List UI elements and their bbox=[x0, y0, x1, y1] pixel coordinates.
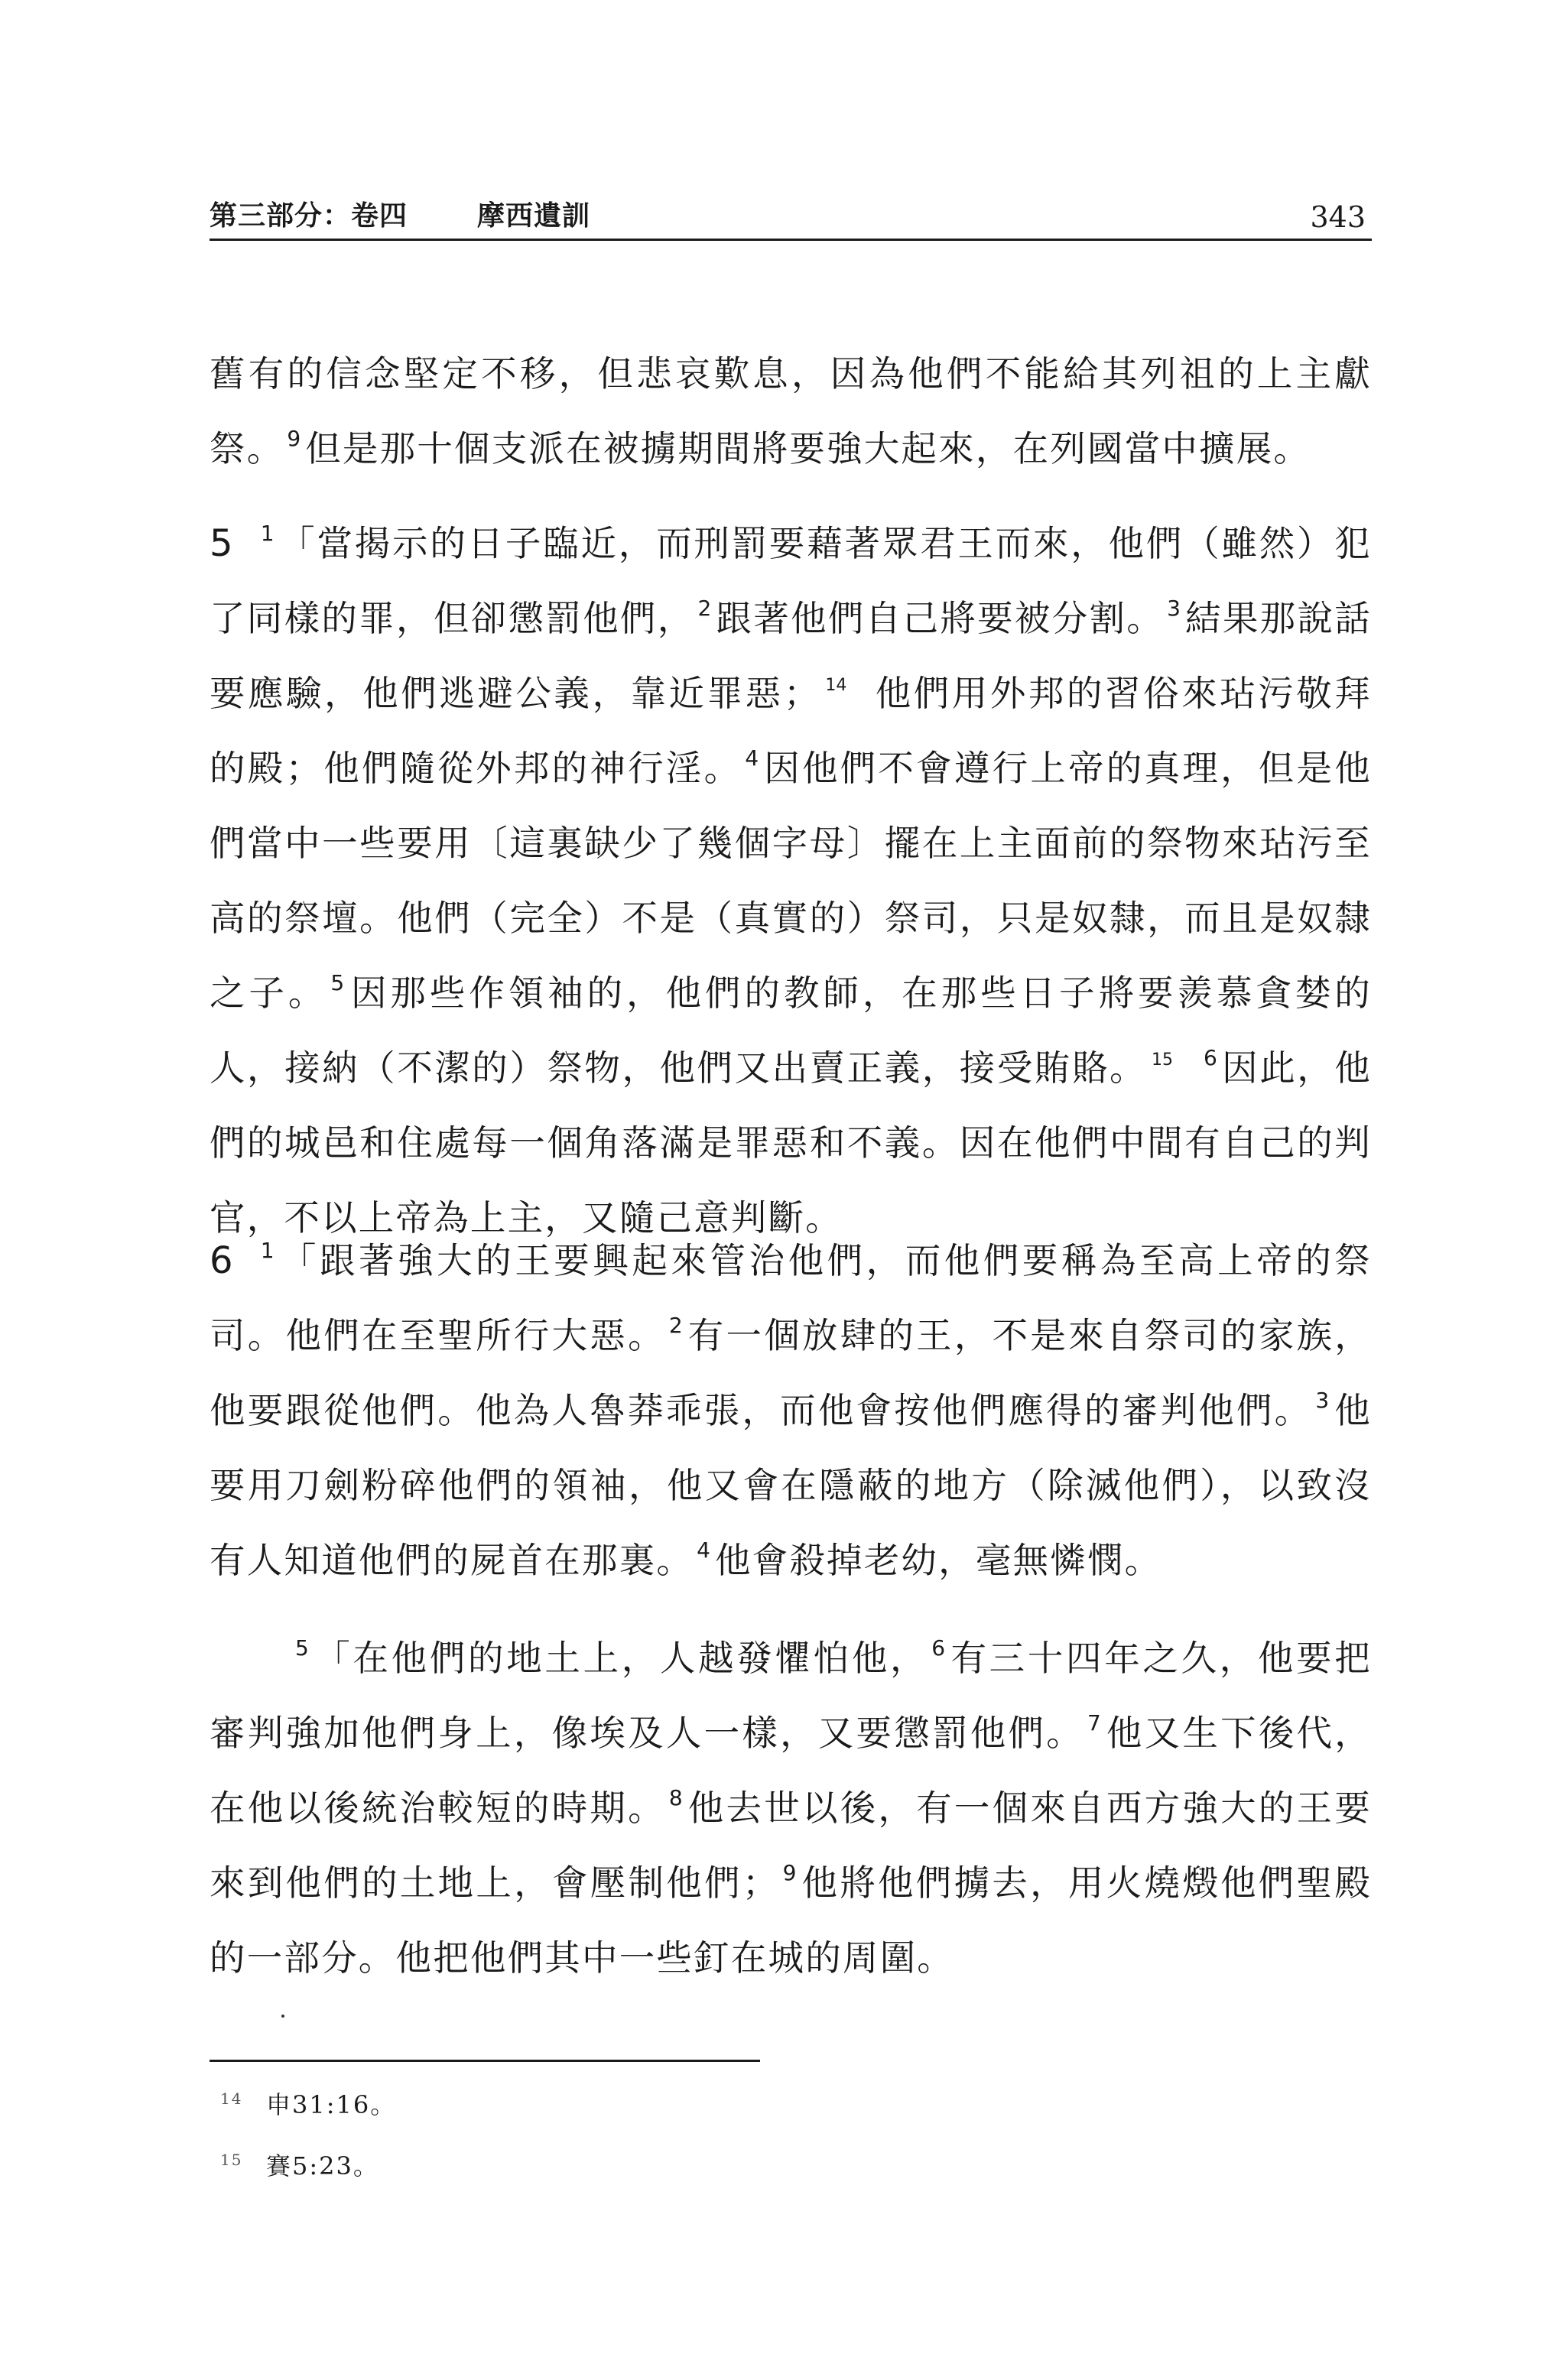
running-head bbox=[210, 190, 1372, 235]
verse-number: 3 bbox=[1167, 596, 1181, 621]
verse-number: 5 bbox=[295, 1635, 309, 1661]
verse-text: 他會殺掉老幼，毫無憐憫。 bbox=[714, 1540, 1162, 1581]
verse-text: 他們用外邦的習俗來玷污敬拜的殿；他們隨從外邦的神行淫。 bbox=[210, 673, 1372, 789]
footnote-text: 賽5:23。 bbox=[266, 2151, 379, 2180]
verse-number: 7 bbox=[1087, 1710, 1101, 1735]
chapter-number: 5 bbox=[210, 522, 235, 565]
page-number: 343 bbox=[1310, 200, 1366, 234]
verse-text: 他又生下後代，在他以後統治較短的時期。 bbox=[210, 1713, 1372, 1829]
footnote-number: 15 bbox=[220, 2151, 243, 2169]
paragraph-continuation bbox=[210, 336, 1372, 486]
footnote bbox=[220, 2147, 379, 2182]
verse-number: 4 bbox=[697, 1537, 710, 1563]
chapter-5-paragraph bbox=[210, 506, 1372, 1255]
header-rule bbox=[210, 239, 1372, 241]
verse-text: 因他們不會遵行上帝的真理，但是他們當中一些要用〔這裏缺少了幾個字母〕擺在上主面前的祭物來玷污至高的祭壇。他們（完全）不是（真實的）祭司，只是奴隸，而且是奴隸之子。 bbox=[210, 748, 1372, 1014]
chapter-number: 6 bbox=[210, 1239, 235, 1282]
verse-text: 他將他們擄去，用火燒燬他們聖殿的一部分。他把他們其中一些釘在城的周圍。 bbox=[210, 1862, 1373, 1979]
verse-text: 「跟著強大的王要興起來管治他們，而他們要稱為至高上帝的祭司。他們在至聖所行大惡。 bbox=[210, 1240, 1372, 1356]
footnote-reference: 15 bbox=[1152, 1050, 1173, 1070]
verse-text: 因此，他們的城邑和住處每一個角落滿是罪惡和不義。因在他們中間有自己的判官，不以上帝為上主，又隨己意判斷。 bbox=[210, 1047, 1372, 1239]
chapter-6-paragraph bbox=[210, 1223, 1372, 1598]
verse-number: 1 bbox=[260, 521, 275, 546]
verse-text: 但是那十個支派在被擄期間將要強大起來，在列國當中擴展。 bbox=[305, 428, 1311, 469]
verse-text: 他去世以後，有一個來自西方強大的王要來到他們的土地上，會壓制他們； bbox=[210, 1787, 1372, 1904]
verse-text: 有三十四年之久，他要把審判強加他們身上，像埃及人一樣，又要懲罰他們。 bbox=[210, 1638, 1372, 1754]
verse-text: 結果那說話要應驗，他們逃避公義，靠近罪惡； bbox=[210, 598, 1372, 714]
verse-number: 8 bbox=[668, 1785, 683, 1810]
chapter-6-paragraph-2 bbox=[210, 1621, 1372, 1995]
footnote-rule bbox=[210, 2060, 760, 2062]
verse-text: 舊有的信念堅定不移，但悲哀歎息，因為他們不能給其列祖的上主獻祭。 bbox=[210, 353, 1372, 469]
verse-text: 「當揭示的日子臨近，而刑罰要藉著眾君王而來，他們（雖然）犯了同樣的罪，但卻懲罰他們， bbox=[210, 523, 1372, 639]
footnote-number: 14 bbox=[220, 2089, 243, 2108]
verse-text: 跟著他們自己將要被分割。 bbox=[716, 598, 1165, 639]
verse-number: 4 bbox=[745, 745, 759, 771]
verse-number: 5 bbox=[330, 970, 345, 995]
verse-number: 2 bbox=[697, 596, 712, 621]
verse-number: 6 bbox=[931, 1635, 946, 1661]
verse-number: 6 bbox=[1204, 1045, 1217, 1070]
running-head-book-title: 摩西遺訓 bbox=[477, 200, 591, 232]
verse-number: 1 bbox=[260, 1238, 275, 1263]
footnote-text: 申31:16。 bbox=[266, 2090, 397, 2119]
footnote-reference: 14 bbox=[825, 676, 847, 695]
verse-text: 「在他們的地土上，人越發懼怕他， bbox=[313, 1638, 929, 1679]
verse-number: 9 bbox=[782, 1860, 797, 1885]
stray-mark bbox=[281, 2015, 284, 2018]
verse-number: 2 bbox=[668, 1313, 683, 1338]
verse-number: 3 bbox=[1315, 1388, 1330, 1413]
footnote bbox=[220, 2086, 396, 2121]
verse-number: 9 bbox=[287, 426, 301, 451]
verse-text: 有一個放肆的王，不是來自祭司的家族，他要跟從他們。他為人魯莽乖張，而他會按他們應得的審判他們。 bbox=[210, 1315, 1372, 1431]
verse-text: 他要用刀劍粉碎他們的領袖，他又會在隱蔽的地方（除滅他們），以致沒有人知道他們的屍首在那裏。 bbox=[210, 1390, 1372, 1581]
verse-text: 因那些作領袖的，他們的教師，在那些日子將要羨慕貪婪的人，接納（不潔的）祭物，他們又出賣正義，接受賄賂。 bbox=[210, 972, 1373, 1089]
running-head-section: 第三部分：卷四 bbox=[210, 200, 408, 232]
